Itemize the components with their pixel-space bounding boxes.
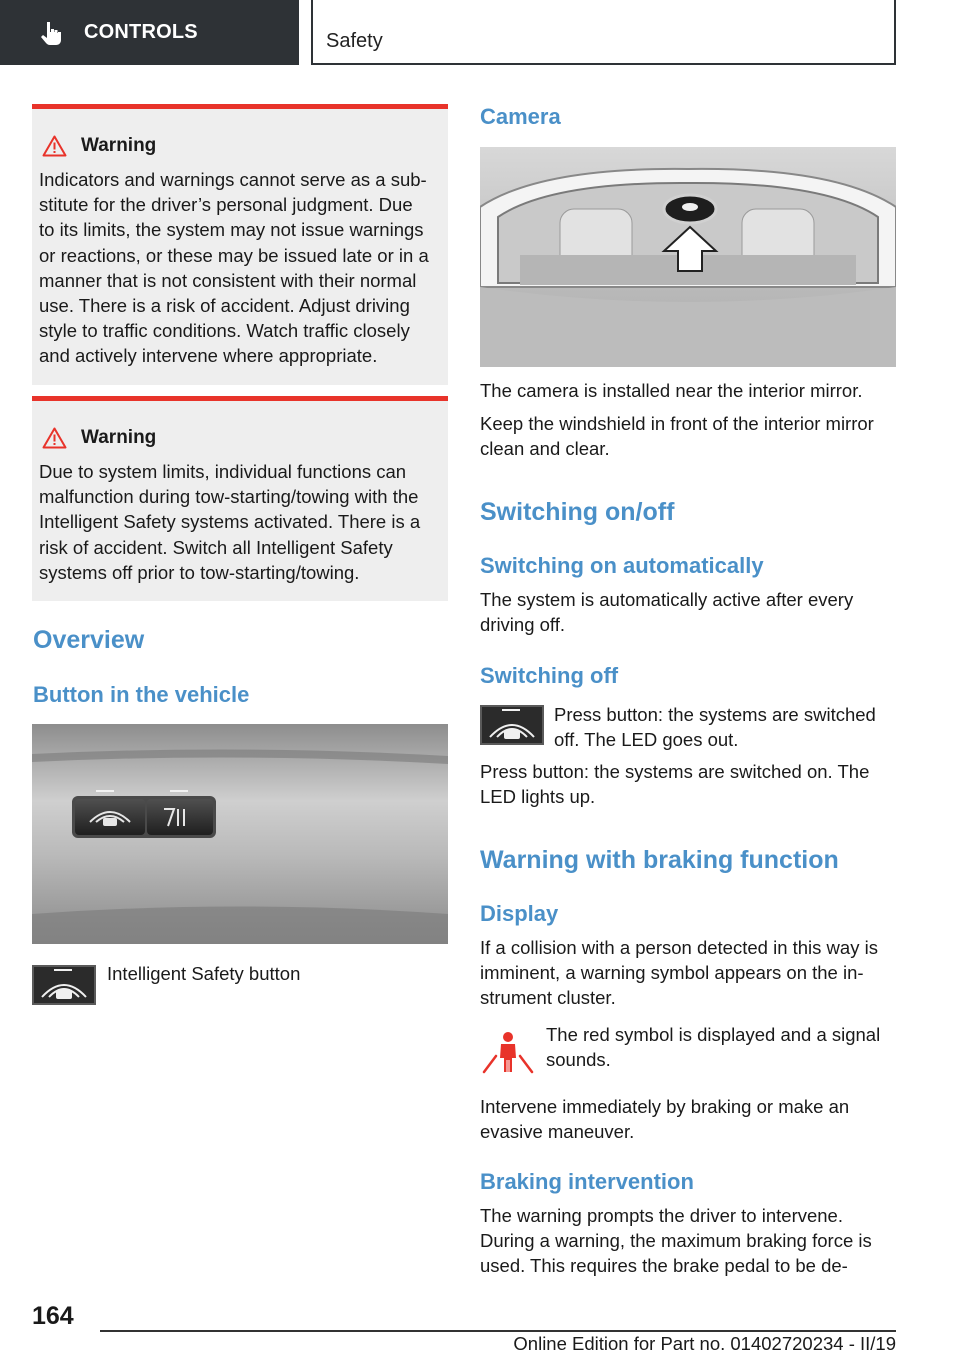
- warning-title: Warning: [42, 135, 440, 157]
- vehicle-button-photo: [32, 724, 448, 944]
- warning-triangle-icon: [42, 427, 67, 449]
- braking-intervention-text: The warning prompts the driver to intervene. During a warning, the maximum braking force is used. This requires the brake pedal to be de‐: [480, 1205, 872, 1277]
- braking-intervention-heading: Braking intervention: [480, 1169, 694, 1194]
- braking-heading: Warning with braking function: [480, 846, 839, 874]
- display-text: If a collision with a person detected in this way is imminent, a warning symbol appears on the in‐ strument cluster.: [480, 937, 878, 1009]
- camera-text-1: The camera is installed near the interior mirror.: [480, 380, 863, 401]
- hand-pointer-icon: [38, 20, 64, 46]
- switching-off-text: Press button: the systems are switched off. The LED goes out.: [554, 704, 876, 751]
- camera-heading: Camera: [480, 104, 561, 129]
- symbol-text: The red symbol is displayed and a signal sounds.: [546, 1024, 881, 1071]
- intervene-text: Intervene immediately by braking or make an evasive maneuver.: [480, 1096, 850, 1143]
- switching-auto-text: The system is automatically active after every driving off.: [480, 589, 854, 636]
- display-heading: Display: [480, 901, 559, 926]
- edition-text: Online Edition for Part no. 01402720234 - II/19: [513, 1333, 896, 1354]
- warning-text: Due to system limits, individual functions can malfunction during tow-starting/towing with the Intelligent Safety systems activated. There is a risk of accident. Switch all Intelligent Safety systems off prior to tow-starting/towing.: [39, 461, 421, 583]
- chapter-label: Safety: [326, 30, 383, 52]
- switching-off-heading: Switching off: [480, 663, 619, 688]
- warning-title: Warning: [42, 427, 440, 449]
- overview-heading: Overview: [33, 626, 145, 654]
- switching-on-text: Press button: the systems are switched on. The LED lights up.: [480, 761, 870, 808]
- page-number: 164: [32, 1302, 74, 1330]
- button-caption: Intelligent Safety button: [107, 963, 301, 984]
- switching-heading: Switching on/off: [480, 498, 675, 526]
- warning-text: Indicators and warnings cannot serve as a sub‐ stitute for the driver’s personal judgment. Due to its limits, the system may not issue warnings or reactions, or these may be issued late or in a manner that is not consistent with their normal use. There is a risk of accident. Adjust driving style to traffic conditions. Watch traffic closely and actively intervene where appropriate.: [39, 169, 429, 367]
- switching-auto-heading: Switching on automatically: [480, 553, 764, 578]
- pedestrian-warning-icon: [480, 1030, 536, 1076]
- chapter-tab: [311, 0, 896, 65]
- warning-box-2: [32, 396, 448, 601]
- camera-photo: [480, 147, 896, 367]
- warning-triangle-icon: [42, 135, 67, 157]
- intelligent-safety-button-icon: [32, 965, 96, 1005]
- section-label: CONTROLS: [84, 21, 198, 43]
- footer-divider: [100, 1330, 896, 1332]
- camera-text-2: Keep the windshield in front of the interior mirror clean and clear.: [480, 413, 874, 460]
- section-tab: [0, 0, 299, 65]
- intelligent-safety-button-icon: [480, 705, 544, 745]
- button-in-vehicle-heading: Button in the vehicle: [33, 682, 250, 707]
- warning-box-1: [32, 104, 448, 385]
